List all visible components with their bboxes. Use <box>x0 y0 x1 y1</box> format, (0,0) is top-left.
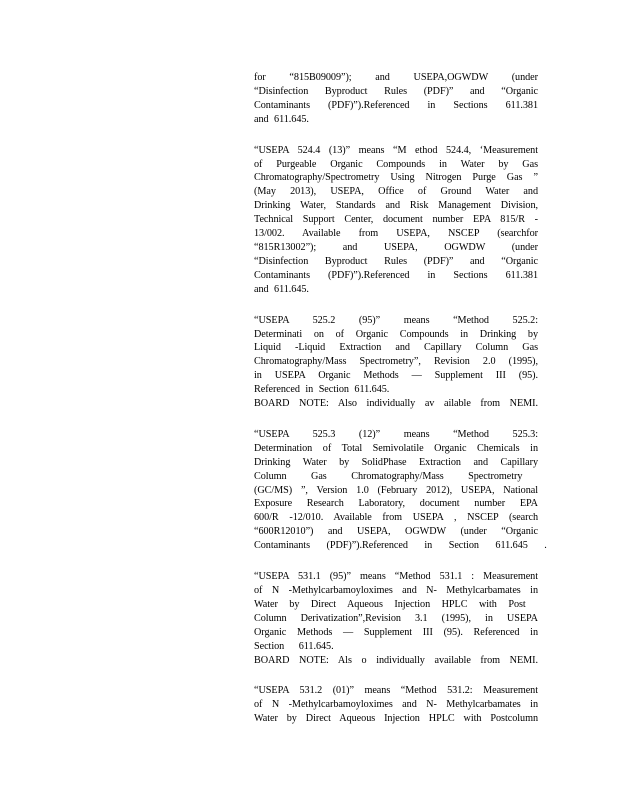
text-line: in USEPA Organic Methods — Supplement III (95). <box>254 370 538 382</box>
text-line: “USEPA 524.4 (13)” means “M ethod 524.4, ‘Measurement <box>254 144 538 156</box>
text-line: “USEPA 525.3 (12)” means “Method 525.3: <box>254 428 538 440</box>
text-line: “600R12010”) and USEPA, OGWDW (under “Organic <box>254 526 538 538</box>
paragraph-usepa-531-2 <box>254 684 538 726</box>
text-line: “USEPA 531.1 (95)” means “Method 531.1 : Measurement <box>254 571 538 583</box>
text-line: Chromatography/Spectrometry Using Nitrogen Purge Gas ” <box>254 172 538 184</box>
text-line: Water by Direct Aqueous Injection HPLC with Post <box>254 598 526 610</box>
text-line: “815R13002”); and USEPA, OGWDW (under <box>254 241 538 253</box>
text-line: for “815B09009”); and USEPA,OGWDW (under <box>254 72 538 83</box>
text-line: “USEPA 525.2 (95)” means “Method 525.2: <box>254 314 538 326</box>
text-line: of Purgeable Organic Compounds in Water by Gas <box>254 158 538 170</box>
text-line: Column Derivatization”,Revision 3.1 (1995), in USEPA <box>254 612 538 624</box>
text-line: Drinking Water by SolidPhase Extraction and Capillary <box>254 456 538 468</box>
paragraph-usepa-525-2 <box>254 314 538 411</box>
text-line: Column Gas Chromatography/Mass Spectrometry <box>254 470 523 482</box>
text-line: Technical Support Center, document number EPA 815/R - <box>254 214 538 226</box>
board-note-line: BOARD NOTE: Als o individually available from NEMI. <box>254 654 538 666</box>
text-line: “Disinfection Byproduct Rules (PDF)” and “Organic <box>254 85 538 97</box>
text-line: Contaminants (PDF)”).Referenced in Sections 611.381 <box>254 269 538 281</box>
text-line: of N -Methylcarbamoyloximes and N- Methylcarbamates in <box>254 585 538 596</box>
text-line: and 611.645. <box>254 113 309 125</box>
paragraph-usepa-525-3 <box>254 428 547 553</box>
text-line: “Disinfection Byproduct Rules (PDF)” and “Organic <box>254 255 538 267</box>
text-line: Contaminants (PDF)”).Referenced in Section 611.645 . <box>254 540 547 552</box>
paragraph-usepa-524-4 <box>254 144 538 297</box>
paragraph-usepa-524-3-continued <box>254 71 538 127</box>
text-line: and 611.645. <box>254 283 309 295</box>
text-line: Contaminants (PDF)”).Referenced in Sections 611.381 <box>254 99 538 111</box>
text-line: Exposure Research Laboratory, document number EPA <box>254 498 538 510</box>
text-line: Liquid -Liquid Extraction and Capillary Column Gas <box>254 342 538 354</box>
text-line: Organic Methods — Supplement III (95). Referenced in <box>254 626 538 638</box>
text-line: 600/R -12/010. Available from USEPA , NSCEP (search <box>254 512 538 524</box>
text-line: Section 611.645. <box>254 640 334 652</box>
text-line: Water by Direct Aqueous Injection HPLC with Postcolumn <box>254 713 538 725</box>
text-line: Chromatography/Mass Spectrometry”, Revision 2.0 (1995), <box>254 356 538 368</box>
text-line: (GC/MS) ”, Version 1.0 (February 2012), USEPA, National <box>254 484 538 496</box>
text-line: of N -Methylcarbamoyloximes and N- Methylcarbamates in <box>254 699 538 711</box>
text-line: Referenced in Section 611.645. <box>254 384 390 396</box>
text-column <box>254 71 547 743</box>
text-line: Drinking Water, Standards and Risk Management Division, <box>254 200 538 212</box>
paragraph-usepa-531-1 <box>254 570 538 667</box>
text-line: 13/002. Available from USEPA, NSCEP (searchfor <box>254 228 538 240</box>
text-line: Determination of Total Semivolatile Organic Chemicals in <box>254 442 538 454</box>
text-line: “USEPA 531.2 (01)” means “Method 531.2: Measurement <box>254 685 538 697</box>
board-note-line: BOARD NOTE: Also individually av ailable from NEMI. <box>254 398 538 410</box>
text-line: (May 2013), USEPA, Office of Ground Water and <box>254 186 538 198</box>
text-line: Determinati on of Organic Compounds in Drinking by <box>254 328 538 340</box>
